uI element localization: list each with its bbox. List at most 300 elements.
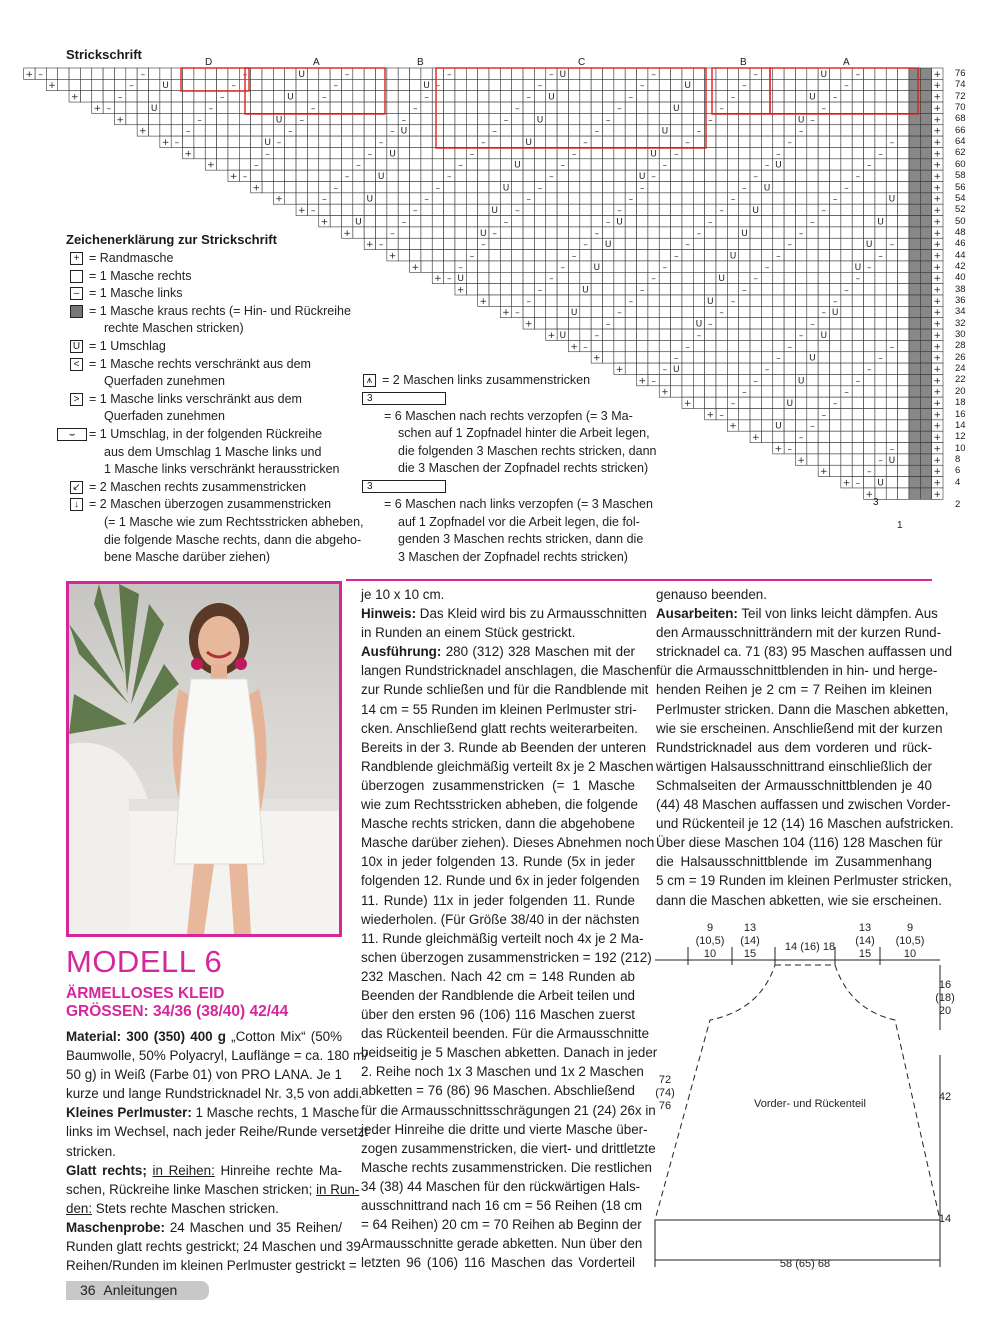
chart-cell [171, 125, 182, 136]
chart-cell [251, 170, 262, 181]
chart-cell [750, 329, 761, 340]
chart-cell [398, 136, 409, 147]
chart-symbol: – [742, 285, 747, 296]
chart-cell [909, 250, 920, 261]
chart-cell [898, 420, 909, 431]
legend-text: = 2 Maschen links zusammenstricken [382, 373, 591, 387]
chart-cell [534, 261, 545, 272]
chart-cell [807, 182, 818, 193]
chart-cell [898, 91, 909, 102]
chart-cell [421, 170, 432, 181]
chart-cell [262, 79, 273, 90]
chart-cell [818, 295, 829, 306]
chart-symbol: – [628, 194, 634, 205]
chart-symbol: – [231, 81, 236, 92]
chart-symbol: + [933, 399, 942, 409]
chart-cell [285, 193, 296, 204]
chart-cell [909, 125, 920, 136]
chart-cell [727, 113, 738, 124]
chart-cell [353, 193, 364, 204]
chart-cell [818, 386, 829, 397]
chart-cell [773, 170, 784, 181]
text-line: Beenden der Randblende die Arbeit teilen und [361, 987, 635, 1003]
chart-cell [455, 238, 466, 249]
chart-cell [353, 182, 364, 193]
chart-cell [489, 216, 500, 227]
chart-symbol: U [150, 103, 158, 114]
chart-cell [500, 136, 511, 147]
chart-cell [739, 113, 750, 124]
chart-symbol: – [696, 228, 702, 239]
chart-cell [841, 306, 852, 317]
chart-cell [852, 147, 863, 158]
chart-cell [761, 216, 772, 227]
chart-cell [875, 91, 886, 102]
text-line: Masche darüber ziehen). Dieses Abnehmen noch [361, 835, 655, 851]
chart-cell [750, 125, 761, 136]
chart-cell [478, 102, 489, 113]
chart-cell [444, 238, 455, 249]
chart-cell [864, 182, 875, 193]
chart-cell [534, 272, 545, 283]
chart-cell [273, 125, 284, 136]
chart-cell [716, 91, 727, 102]
chart-cell [875, 193, 886, 204]
schematic-dimension: 14 [938, 1213, 952, 1225]
chart-cell [546, 113, 557, 124]
chart-cell [285, 182, 296, 193]
chart-cell [898, 272, 909, 283]
chart-cell [80, 68, 91, 79]
chart-cell [693, 352, 704, 363]
chart-cell [909, 216, 920, 227]
chart-cell [217, 136, 228, 147]
chart-cell [500, 193, 511, 204]
chart-cell [580, 113, 591, 124]
chart-cell [909, 182, 920, 193]
chart-cell [512, 295, 523, 306]
chart-cell [330, 159, 341, 170]
chart-cell [920, 352, 931, 363]
chart-cell [455, 204, 466, 215]
chart-cell [648, 261, 659, 272]
chart-cell [818, 454, 829, 465]
chart-symbol: + [933, 376, 942, 387]
chart-cell [523, 102, 534, 113]
chart-cell [773, 136, 784, 147]
chart-cell [625, 340, 636, 351]
text-line: über den ersten 96 (106) 116 Maschen zuerst [361, 1007, 635, 1023]
chart-cell [693, 284, 704, 295]
chart-cell [580, 193, 591, 204]
chart-symbol: – [583, 342, 588, 353]
chart-cell [512, 68, 523, 79]
chart-cell [818, 125, 829, 136]
text-line: 5 cm = 19 Runden im kleinen Perlmuster stricken, [656, 873, 952, 889]
chart-cell [353, 91, 364, 102]
chart-cell [296, 182, 307, 193]
chart-cell [898, 374, 909, 385]
chart-cell [251, 125, 262, 136]
chart-cell [886, 102, 897, 113]
chart-cell [239, 113, 250, 124]
chart-cell [341, 79, 352, 90]
chart-cell [841, 136, 852, 147]
chart-cell [795, 295, 806, 306]
chart-cell [137, 79, 148, 90]
chart-cell [500, 250, 511, 261]
chart-cell [580, 295, 591, 306]
chart-cell [909, 204, 920, 215]
chart-symbol: – [798, 228, 804, 239]
chart-symbol: + [184, 149, 192, 160]
chart-cell [648, 306, 659, 317]
chart-cell [750, 261, 761, 272]
chart-cell [864, 193, 875, 204]
chart-cell [784, 170, 795, 181]
chart-cell [852, 431, 863, 442]
chart-cell [603, 182, 614, 193]
chart-symbol: + [547, 330, 556, 341]
chart-cell [807, 227, 818, 238]
chart-symbol: + [25, 69, 34, 80]
chart-cell [648, 227, 659, 238]
chart-cell [898, 386, 909, 397]
chart-cell [807, 125, 818, 136]
chart-cell [830, 125, 841, 136]
chart-cell [920, 318, 931, 329]
text-line: Perlmuster stricken. Dann die Maschen abketten, [656, 701, 949, 717]
chart-cell [830, 79, 841, 90]
chart-cell [398, 102, 409, 113]
chart-cell [739, 329, 750, 340]
chart-cell [898, 68, 909, 79]
chart-cell [648, 136, 659, 147]
chart-cell [727, 340, 738, 351]
legend-text: 3 Maschen der Zopfnadel rechts stricken) [398, 549, 628, 564]
chart-cell [364, 68, 375, 79]
chart-cell [807, 170, 818, 181]
chart-cell [421, 102, 432, 113]
chart-cell [466, 238, 477, 249]
chart-cell [637, 340, 648, 351]
chart-cell [568, 284, 579, 295]
chart-cell [682, 193, 693, 204]
chart-cell [795, 420, 806, 431]
chart-cell [727, 261, 738, 272]
chart-cell [432, 261, 443, 272]
chart-cell [637, 91, 648, 102]
chart-cell [659, 250, 670, 261]
chart-cell [455, 125, 466, 136]
chart-cell [500, 68, 511, 79]
text-line: abketten = 76 (86) 96 Maschen. Abschließend [361, 1083, 635, 1099]
text-line: Ausführung: 280 (312) 328 Maschen mit der [361, 644, 635, 660]
chart-symbol: U [684, 81, 691, 92]
chart-symbol: – [322, 92, 327, 103]
chart-cell [761, 125, 772, 136]
legend-text: = 1 Masche kraus rechts (= Hin- und Rückreihe [89, 303, 351, 318]
chart-cell [614, 340, 625, 351]
chart-cell [784, 102, 795, 113]
chart-cell [444, 182, 455, 193]
chart-symbol: U [502, 183, 510, 194]
chart-cell [410, 238, 421, 249]
chart-cell [807, 397, 818, 408]
chart-symbol: – [719, 103, 724, 114]
chart-cell [830, 170, 841, 181]
chart-cell [376, 193, 387, 204]
chart-cell [761, 340, 772, 351]
chart-cell [750, 136, 761, 147]
chart-cell [659, 318, 670, 329]
chart-cell [444, 147, 455, 158]
chart-cell [739, 363, 750, 374]
text-line: Runden glatt rechts gestrickt; 24 Maschen und 39 [66, 1239, 361, 1255]
chart-cell [614, 68, 625, 79]
chart-cell [727, 170, 738, 181]
chart-symbol: + [161, 137, 170, 148]
chart-cell [568, 329, 579, 340]
chart-cell [818, 91, 829, 102]
chart-symbol: – [810, 421, 815, 432]
chart-cell [523, 250, 534, 261]
chart-cell [205, 79, 216, 90]
chart-cell [421, 125, 432, 136]
chart-cell [875, 431, 886, 442]
chart-symbol: + [933, 92, 942, 103]
chart-cell [830, 386, 841, 397]
chart-cell [784, 147, 795, 158]
chart-cell [648, 193, 659, 204]
chart-cell [852, 227, 863, 238]
chart-cell [262, 113, 273, 124]
chart-cell [478, 272, 489, 283]
chart-cell [773, 318, 784, 329]
chart-symbol: + [275, 194, 283, 205]
text-line: stricknadel ca. 71 (83) 95 Maschen auffassen und [656, 644, 953, 660]
chart-cell [659, 91, 670, 102]
chart-column-letter: B [417, 57, 424, 68]
chart-cell [353, 170, 364, 181]
chart-cell [920, 340, 931, 351]
chart-cell [909, 284, 920, 295]
chart-cell [534, 125, 545, 136]
chart-symbol: + [933, 296, 942, 307]
chart-symbol: – [866, 467, 872, 478]
chart-cell [376, 227, 387, 238]
chart-cell [841, 374, 852, 385]
chart-cell [353, 113, 364, 124]
chart-cell [761, 318, 772, 329]
chart-cell [614, 136, 625, 147]
chart-cell [534, 91, 545, 102]
chart-cell [512, 193, 523, 204]
chart-cell [455, 227, 466, 238]
chart-cell [727, 136, 738, 147]
chart-cell [852, 102, 863, 113]
chart-cell [523, 284, 534, 295]
chart-cell [693, 204, 704, 215]
text-line: zur Runde schließen und für die Randblende mit [361, 682, 649, 698]
chart-cell [920, 136, 931, 147]
chart-cell [659, 147, 670, 158]
chart-symbol: – [390, 126, 395, 137]
chart-cell [341, 193, 352, 204]
chart-symbol: + [48, 81, 56, 92]
chart-cell [489, 91, 500, 102]
chart-cell [489, 250, 500, 261]
chart-cell [478, 125, 489, 136]
chart-symbol: + [252, 183, 261, 194]
chart-cell [183, 102, 194, 113]
chart-cell [580, 250, 591, 261]
chart-cell [557, 91, 568, 102]
chart-cell [410, 216, 421, 227]
chart-cell [296, 91, 307, 102]
chart-cell [727, 125, 738, 136]
chart-cell [512, 125, 523, 136]
chart-cell [534, 227, 545, 238]
chart-cell [795, 352, 806, 363]
chart-cell [251, 136, 262, 147]
chart-cell [512, 272, 523, 283]
chart-symbol: – [651, 274, 656, 285]
text-line: 14 cm = 55 Runden im kleinen Perlmuster stri- [361, 701, 637, 717]
chart-cell [886, 352, 897, 363]
chart-row-number: 72 [955, 90, 966, 102]
chart-symbol: – [832, 194, 838, 205]
chart-cell [898, 238, 909, 249]
chart-cell [739, 170, 750, 181]
legend-text: = 1 Masche links [89, 286, 183, 301]
chart-symbol: U [298, 69, 306, 80]
chart-cell [671, 284, 682, 295]
chart-cell [864, 386, 875, 397]
chart-cell [659, 68, 670, 79]
chart-symbol: + [933, 262, 942, 273]
chart-cell [625, 363, 636, 374]
chart-cell [795, 272, 806, 283]
chart-cell [432, 238, 443, 249]
chart-cell [523, 113, 534, 124]
chart-symbol: + [456, 285, 465, 296]
chart-cell [546, 216, 557, 227]
chart-cell [217, 68, 228, 79]
chart-cell [898, 204, 909, 215]
text-line: 34 (38) 44 Maschen für den rückwärtigen Hals- [361, 1178, 641, 1194]
chart-cell [455, 102, 466, 113]
chart-cell [886, 329, 897, 340]
chart-cell [194, 147, 205, 158]
chart-cell [886, 227, 897, 238]
chart-cell [920, 102, 931, 113]
chart-cell [546, 136, 557, 147]
chart-cell [614, 295, 625, 306]
chart-cell [750, 147, 761, 158]
chart-row-number: 58 [955, 170, 966, 182]
chart-cell [296, 102, 307, 113]
chart-cell [603, 261, 614, 272]
chart-cell [909, 272, 920, 283]
chart-row-number: 22 [955, 374, 966, 386]
chart-cell [659, 284, 670, 295]
chart-cell [898, 465, 909, 476]
chart-cell [183, 79, 194, 90]
chart-cell [875, 295, 886, 306]
chart-cell [773, 204, 784, 215]
chart-cell [784, 261, 795, 272]
chart-cell [489, 102, 500, 113]
chart-symbol: – [469, 149, 475, 160]
chart-symbol: – [333, 183, 339, 194]
chart-cell [875, 113, 886, 124]
chart-row-number: 74 [955, 79, 966, 91]
chart-cell [671, 329, 682, 340]
chart-cell [421, 159, 432, 170]
chart-cell [761, 227, 772, 238]
chart-cell [750, 409, 761, 420]
chart-cell [160, 125, 171, 136]
text-line: wie zum Rechtsstricken abheben, die folgende [361, 797, 638, 813]
chart-cell [864, 295, 875, 306]
chart-cell [693, 170, 704, 181]
chart-cell [568, 91, 579, 102]
chart-cell [671, 204, 682, 215]
chart-symbol: – [174, 137, 180, 148]
chart-cell [750, 363, 761, 374]
chart-symbol: U [582, 285, 589, 296]
chart-cell [648, 125, 659, 136]
chart-symbol: – [276, 137, 282, 148]
chart-cell [727, 68, 738, 79]
chart-symbol: U [797, 115, 805, 126]
chart-cell [557, 238, 568, 249]
chart-cell [875, 340, 886, 351]
chart-symbol: – [378, 137, 384, 148]
chart-cell [852, 91, 863, 102]
chart-cell [364, 91, 375, 102]
chart-cell [864, 204, 875, 215]
chart-cell [568, 113, 579, 124]
chart-cell [546, 284, 557, 295]
chart-symbol: + [411, 262, 419, 273]
chart-cell [637, 159, 648, 170]
chart-cell [841, 329, 852, 340]
chart-cell [614, 91, 625, 102]
text-line: den: Stets rechte Maschen stricken. [66, 1200, 279, 1216]
chart-cell [693, 182, 704, 193]
chart-cell [886, 261, 897, 272]
chart-cell [875, 68, 886, 79]
chart-cell [807, 272, 818, 283]
chart-cell [864, 272, 875, 283]
chart-cell [591, 318, 602, 329]
chart-cell [580, 261, 591, 272]
chart-cell [364, 136, 375, 147]
chart-cell [886, 363, 897, 374]
chart-symbol: – [753, 376, 758, 387]
chart-symbol: U [559, 330, 567, 341]
chart-cell [761, 386, 772, 397]
chart-cell [682, 261, 693, 272]
chart-cell [773, 125, 784, 136]
chart-cell [637, 68, 648, 79]
chart-cell [818, 136, 829, 147]
chart-symbol: U [400, 126, 408, 137]
chart-cell [886, 182, 897, 193]
chart-cell [852, 409, 863, 420]
